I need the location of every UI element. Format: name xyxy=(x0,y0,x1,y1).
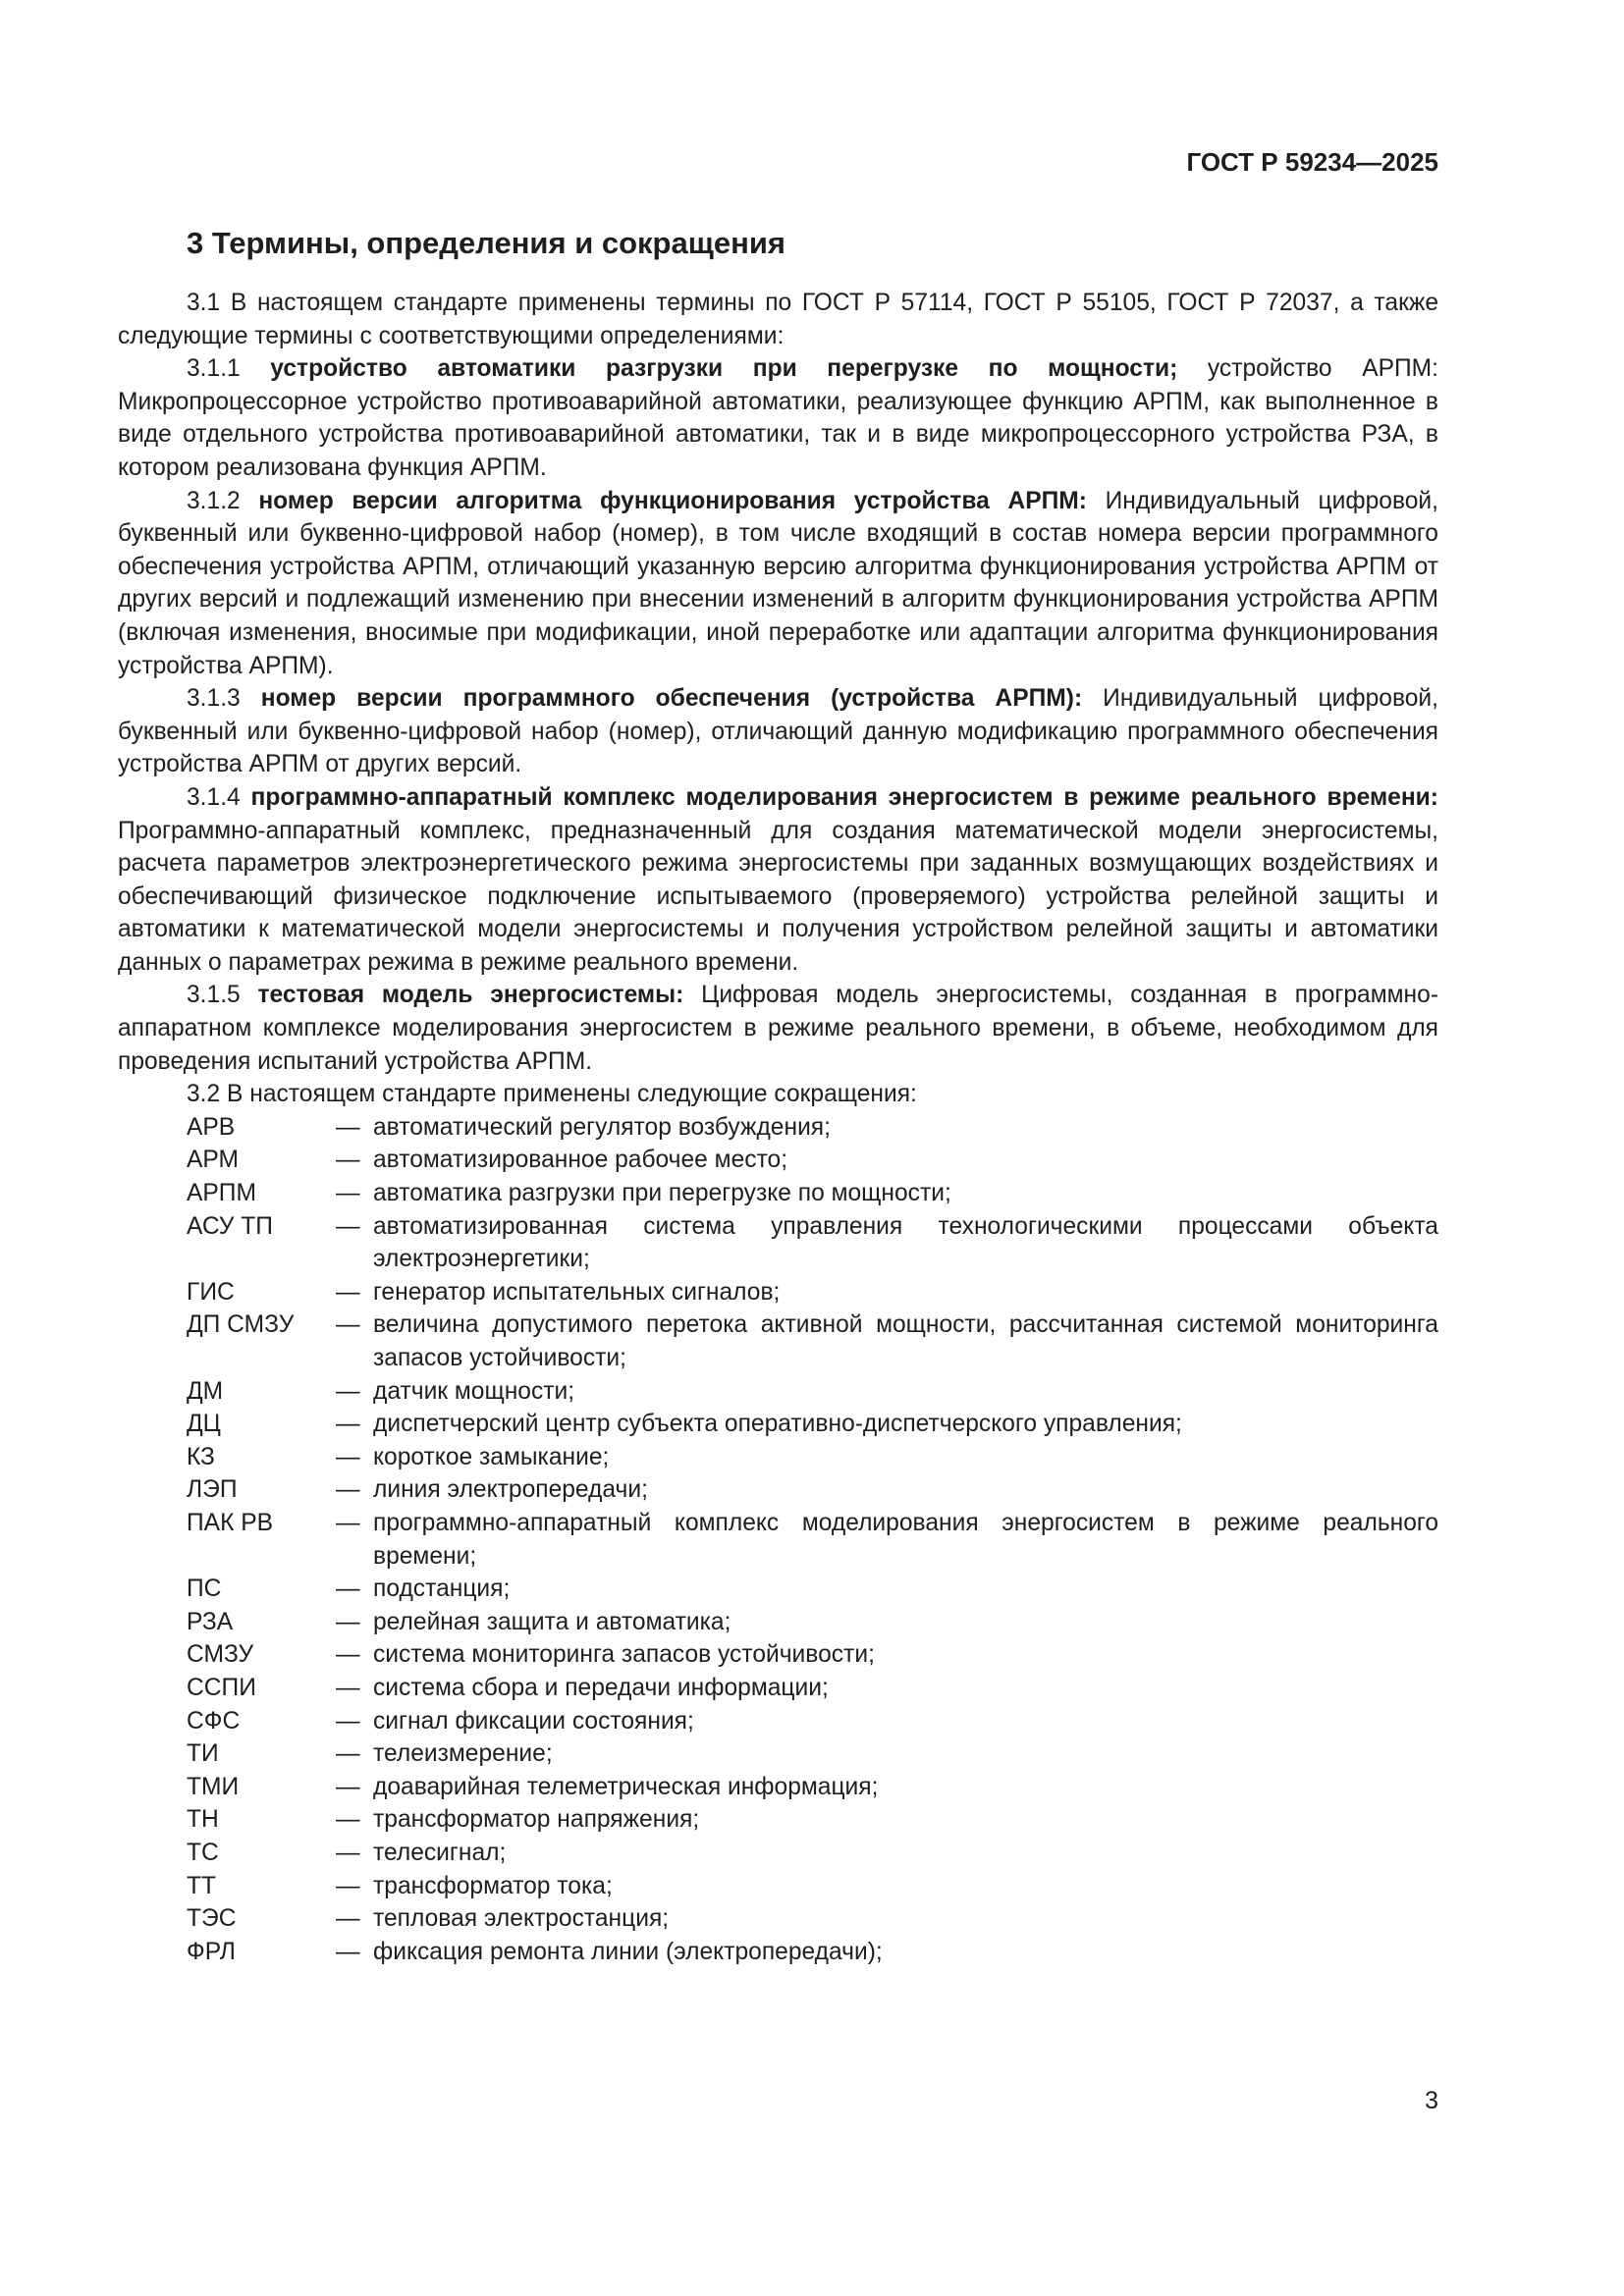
term-name: устройство автоматики разгрузки при перегрузке по мощности; xyxy=(270,355,1178,383)
abbreviations-list xyxy=(118,1111,1438,1968)
abbreviation-definition: величина допустимого перетока активной мощности, рассчитанная системой мониторинга запасов устойчивости; xyxy=(373,1311,1438,1371)
document-id-header: ГОСТ Р 59234—2025 xyxy=(1186,147,1438,177)
term-definition xyxy=(118,781,1438,980)
abbreviation-dash: — xyxy=(336,1707,360,1735)
abbreviation-definition: генератор испытательных сигналов; xyxy=(373,1278,781,1306)
page-number: 3 xyxy=(1425,2087,1438,2114)
abbreviation: ЛЭП xyxy=(187,1476,238,1504)
abbreviation-dash: — xyxy=(336,1575,360,1603)
abbreviation: ДП СМЗУ xyxy=(187,1311,295,1339)
term-number: 3.1.5 xyxy=(187,982,241,1009)
abbreviation-dash: — xyxy=(336,1411,360,1438)
term-number: 3.1.1 xyxy=(187,355,241,383)
term-definition xyxy=(118,485,1438,683)
term-number: 3.1.4 xyxy=(187,783,241,811)
abbreviation: ТТ xyxy=(187,1872,217,1899)
term-text: Индивидуальный цифровой, буквенный или буквенно-цифровой набор (номер), отличающий данную модификацию программного обеспечения устройства АРПМ от других версий. xyxy=(118,685,1438,778)
term-text: Программно-аппаратный комплекс, предназначенный для создания математической модели энергосистемы, расчета параметров электроэнергетического режима энергосистемы при заданных возмущающих воздействиях и обеспечивающий физическое подключение испытываемого (проверяемого) устройства релейной защиты и автоматики к математической модели энергосистемы и получения устройством релейной защиты и автоматики данных о параметрах режима в режиме реального времени. xyxy=(118,817,1438,976)
abbreviation-dash: — xyxy=(336,1377,360,1405)
abbreviation-dash: — xyxy=(336,1608,360,1635)
abbreviation-dash: — xyxy=(336,1476,360,1504)
section-title: 3 Термины, определения и сокращения xyxy=(187,226,785,260)
abbreviation: ТН xyxy=(187,1806,219,1834)
abbreviation-definition: трансформатор напряжения; xyxy=(373,1806,700,1834)
abbreviation: ДМ xyxy=(187,1377,224,1405)
abbreviation-definition: короткое замыкание; xyxy=(373,1443,610,1470)
abbreviation: ДЦ xyxy=(187,1411,221,1438)
term-text: устройство АРПМ: Микропроцессорное устройство противоаварийной автоматики, реализующее функцию АРПМ, как выполненное в виде отдельного устройства противоаварийной автоматики, так и в виде микропроцессорного устройства РЗА, в котором реализована функция АРПМ. xyxy=(118,355,1438,481)
abbreviation-dash: — xyxy=(336,1905,360,1933)
abbreviation: ССПИ xyxy=(187,1674,256,1701)
abbreviation-definition: автоматика разгрузки при перегрузке по мощности; xyxy=(373,1180,951,1207)
abbreviation-dash: — xyxy=(336,1113,360,1141)
abbreviation-definition: телесигнал; xyxy=(373,1839,507,1866)
abbreviation-definition: датчик мощности; xyxy=(373,1377,575,1405)
abbreviation-definition: диспетчерский центр субъекта оперативно-диспетчерского управления; xyxy=(373,1411,1182,1438)
abbreviation-dash: — xyxy=(336,1773,360,1800)
abbreviation-definition: телеизмерение; xyxy=(373,1740,553,1768)
abbreviation: АРМ xyxy=(187,1147,240,1174)
abbreviation-dash: — xyxy=(336,1278,360,1306)
abbreviation: ФРЛ xyxy=(187,1938,236,1965)
term-number: 3.1.2 xyxy=(187,487,241,514)
abbreviation: ГИС xyxy=(187,1278,235,1306)
abbreviation-definition: система сбора и передачи информации; xyxy=(373,1674,829,1701)
abbreviation-definition: линия электропередачи; xyxy=(373,1476,648,1504)
abbreviation-dash: — xyxy=(336,1180,360,1207)
term-name: номер версии программного обеспечения (устройства АРПМ): xyxy=(260,685,1083,713)
abbreviation-dash: — xyxy=(336,1509,360,1536)
abbreviation: АРПМ xyxy=(187,1180,256,1207)
abbreviation: КЗ xyxy=(187,1443,215,1470)
abbreviation: СМЗУ xyxy=(187,1641,254,1669)
abbreviation-dash: — xyxy=(336,1839,360,1866)
abbreviation: СФС xyxy=(187,1707,241,1735)
abbreviation-definition: автоматизированное рабочее место; xyxy=(373,1147,788,1174)
abbreviation: РЗА xyxy=(187,1608,234,1635)
abbreviation-dash: — xyxy=(336,1311,360,1339)
terms-list xyxy=(118,352,1438,1078)
abbreviation-definition: программно-аппаратный комплекс моделирования энергосистем в режиме реального времени; xyxy=(373,1509,1438,1570)
abbreviation: ТЭС xyxy=(187,1905,237,1933)
abbreviation: ПС xyxy=(187,1575,222,1603)
abbreviation-dash: — xyxy=(336,1641,360,1669)
abbreviation: ТИ xyxy=(187,1740,219,1768)
abbreviation-definition: подстанция; xyxy=(373,1575,511,1603)
abbreviation-dash: — xyxy=(336,1443,360,1470)
term-name: номер версии алгоритма функционирования устройства АРПМ: xyxy=(258,487,1087,514)
abbreviation-dash: — xyxy=(336,1806,360,1834)
abbreviation: АРВ xyxy=(187,1113,236,1141)
document-body xyxy=(118,287,1438,1968)
abbreviation-definition: автоматический регулятор возбуждения; xyxy=(373,1113,831,1141)
abbreviation-definition: автоматизированная система управления технологическими процессами объекта электроэнергетики; xyxy=(373,1212,1438,1273)
term-name: тестовая модель энергосистемы: xyxy=(257,982,684,1009)
abbreviation-dash: — xyxy=(336,1740,360,1768)
abbreviation-definition: доаварийная телеметрическая информация; xyxy=(373,1773,879,1800)
abbreviation-dash: — xyxy=(336,1212,360,1240)
abbreviation-definition: сигнал фиксации состояния; xyxy=(373,1707,694,1735)
term-name: программно-аппаратный комплекс моделирования энергосистем в режиме реального времени: xyxy=(250,783,1438,811)
abbreviation-definition: релейная защита и автоматика; xyxy=(373,1608,731,1635)
term-definition xyxy=(118,979,1438,1078)
abbreviation: ТС xyxy=(187,1839,219,1866)
intro-paragraph: 3.1 В настоящем стандарте применены термины по ГОСТ Р 57114, ГОСТ Р 55105, ГОСТ Р 72037, а также следующие термины с соответствующими определениями: xyxy=(118,290,1438,349)
term-text: Индивидуальный цифровой, буквенный или буквенно-цифровой набор (номер), в том числе входящий в состав номера версии программного обеспечения устройства АРПМ, отличающий указанную версию алгоритма функционирования устройства АРПМ от других версий и подлежащий изменению при внесении изменений в алгоритм функционирования устройства АРПМ (включая изменения, вносимые при модификации, иной переработке или адаптации алгоритма функционирования устройства АРПМ). xyxy=(118,487,1438,679)
abbreviation: АСУ ТП xyxy=(187,1212,273,1240)
abbreviation: ТМИ xyxy=(187,1773,240,1800)
abbreviation-definition: тепловая электростанция; xyxy=(373,1905,670,1933)
term-text: Цифровая модель энергосистемы, созданная в программно-аппаратном комплексе моделирования энергосистем в режиме реального времени, в объеме, необходимом для проведения испытаний устройства АРПМ. xyxy=(118,982,1439,1075)
term-number: 3.1.3 xyxy=(187,685,241,713)
abbreviation: ПАК РВ xyxy=(187,1509,274,1536)
abbreviation-definition: трансформатор тока; xyxy=(373,1872,613,1899)
abbreviations-intro: 3.2 В настоящем стандарте применены следующие сокращения: xyxy=(187,1081,917,1108)
abbreviation-dash: — xyxy=(336,1674,360,1701)
abbreviation-dash: — xyxy=(336,1147,360,1174)
abbreviation-dash: — xyxy=(336,1872,360,1899)
term-definition xyxy=(118,682,1438,781)
abbreviation-definition: система мониторинга запасов устойчивости; xyxy=(373,1641,875,1669)
abbreviation-definition: фиксация ремонта линии (электропередачи); xyxy=(373,1938,883,1965)
term-definition xyxy=(118,352,1438,484)
abbreviation-dash: — xyxy=(336,1938,360,1965)
